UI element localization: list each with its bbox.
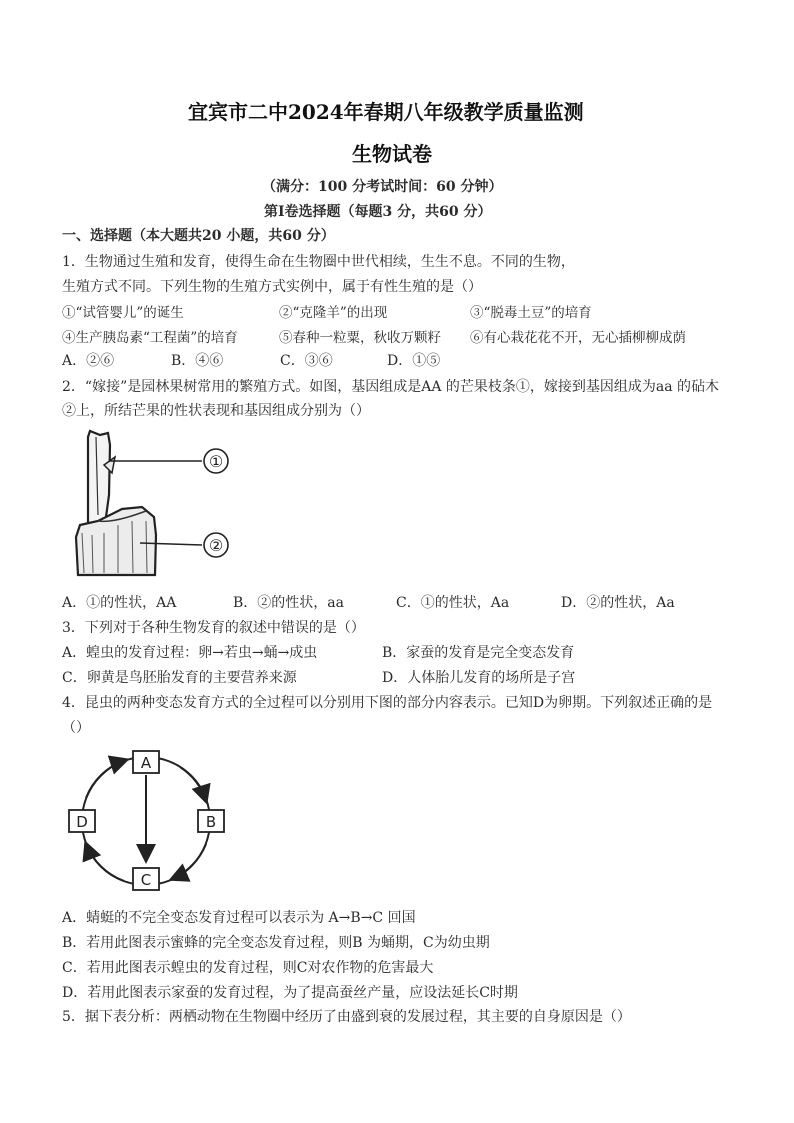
q4-stem-line-1: 4．昆虫的两种变态发育方式的全过程可以分别用下图的部分内容表示。已知D为卵期。下列叙述正确的是	[62, 695, 713, 711]
q3-stem: 3．下列对于各种生物发育的叙述中错误的是（）	[62, 620, 365, 636]
q2-option-b: B．②的性状，aa	[233, 595, 344, 611]
q3-option-b: B．家蚕的发育是完全变态发育	[382, 645, 575, 661]
q4-option-d: D．若用此图表示家蚕的发育过程，为了提高蚕丝产量，应设法延长C时期	[62, 985, 518, 1001]
q1-item-4: ④生产胰岛素“工程菌”的培育	[62, 330, 238, 346]
q4-option-b: B．若用此图表示蜜蜂的完全变态发育过程，则B 为蛹期，C为幼虫期	[62, 935, 490, 951]
q5-stem: 5．据下表分析：两栖动物在生物圈中经历了由盛到衰的发展过程，其主要的自身原因是（）	[62, 1009, 631, 1025]
q1-option-d: D．①⑤	[387, 353, 441, 369]
q2-stem-line-2: ②上，所结芒果的性状表现和基因组成分别为（）	[62, 403, 370, 419]
node-c-label: C	[140, 871, 152, 889]
q1-option-c: C．③⑥	[280, 353, 333, 369]
q3-option-a: A．蝗虫的发育过程：卵→若虫→蛹→成虫	[62, 645, 318, 661]
node-b-label: B	[205, 813, 217, 831]
q1-option-a: A．②⑥	[62, 353, 115, 369]
q3-option-c: C．卵黄是鸟胚胎发育的主要营养来源	[62, 670, 297, 686]
section-title: 一、选择题（本大题共20 小题，共60 分）	[62, 228, 335, 244]
rootstock-label: ②	[208, 536, 224, 555]
q2-option-d: D．②的性状，Aa	[561, 595, 675, 611]
q1-item-2: ②“克隆羊”的出现	[279, 305, 388, 321]
scion-label: ①	[208, 452, 224, 471]
node-d-label: D	[76, 813, 88, 831]
part-title: 第Ⅰ卷选择题（每题3 分，共60 分）	[264, 204, 492, 220]
q2-stem-line-1: 2．“嫁接”是园林果树常用的繁殖方式。如图，基因组成是AA 的芒果枝条①，嫁接到基因组成为aa 的砧木	[62, 379, 720, 395]
q1-stem-line-1: 1．生物通过生殖和发育，使得生命在生物圈中世代相续，生生不息。不同的生物，	[62, 254, 575, 270]
q2-option-a: A．①的性状，AA	[62, 595, 177, 611]
q3-option-d: D．人体胎儿发育的场所是子宫	[382, 670, 576, 686]
q1-option-b: B．④⑥	[171, 353, 224, 369]
q4-stem-line-2: （）	[62, 720, 90, 736]
node-a-label: A	[140, 754, 152, 772]
q2-option-c: C．①的性状，Aa	[396, 595, 510, 611]
grafting-figure	[70, 425, 250, 585]
q1-stem-line-2: 生殖方式不同。下列生物的生殖方式实例中，属于有性生殖的是（）	[62, 279, 482, 295]
exam-subtitle: 生物试卷	[352, 142, 432, 166]
score-time-note: （满分：100 分考试时间：60 分钟）	[262, 179, 503, 195]
exam-title: 宜宾市二中2024年春期八年级教学质量监测	[188, 100, 584, 124]
q4-option-a: A．蜻蜓的不完全变态发育过程可以表示为 A→B→C 回国	[62, 910, 416, 926]
q1-item-6: ⑥有心栽花花不开，无心插柳柳成荫	[470, 330, 686, 346]
q1-item-3: ③“脱毒土豆”的培育	[470, 305, 592, 321]
q4-option-c: C．若用此图表示蝗虫的发育过程，则C对农作物的危害最大	[62, 960, 434, 976]
life-cycle-figure	[60, 748, 240, 898]
q1-item-5: ⑤春种一粒粟，秋收万颗籽	[279, 330, 441, 346]
q1-item-1: ①“试管婴儿”的诞生	[62, 305, 184, 321]
